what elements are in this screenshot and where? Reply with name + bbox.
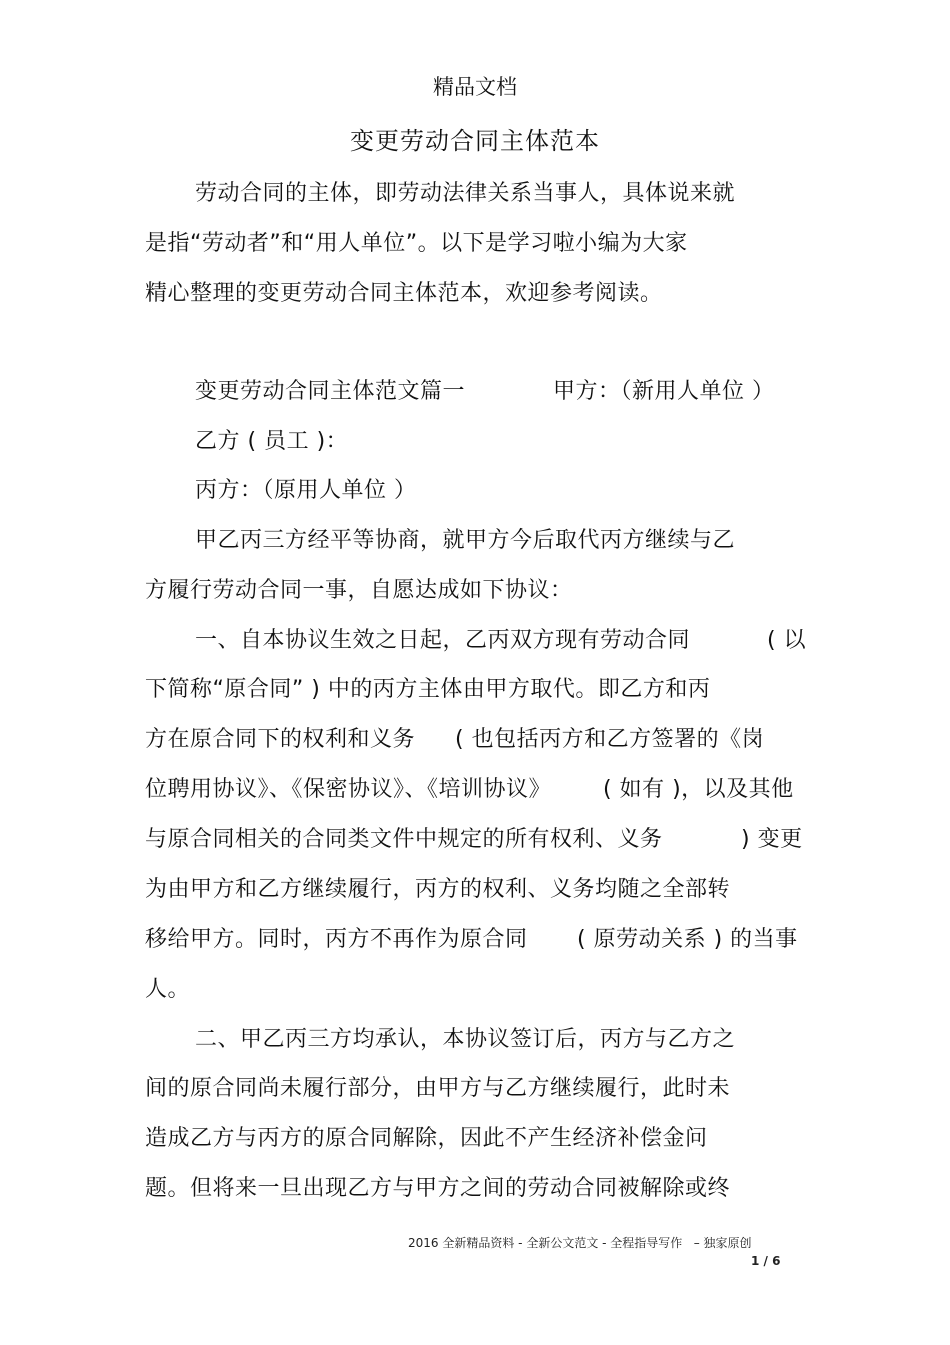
document-title: 变更劳动合同主体范本 <box>350 127 600 155</box>
clause2-line-4: 题。但将来一旦出现乙方与甲方之间的劳动合同被解除或终 <box>145 1176 731 1201</box>
clause1-line-5a: 与原合同相关的合同类文件中规定的所有权利、义务 <box>145 827 663 852</box>
intro-line-1: 劳动合同的主体，即劳动法律关系当事人，具体说来就 <box>195 181 736 206</box>
party-a: 甲方：（新用人单位 ） <box>553 379 775 404</box>
clause1-line-8: 人。 <box>145 977 191 1002</box>
page-header: 精品文档 <box>433 75 517 99</box>
clause1-line-7b: ( 原劳动关系 ) 的当事 <box>577 927 798 952</box>
clause1-line-7a: 移给甲方。同时，丙方不再作为原合同 <box>145 927 528 952</box>
clause2-line-1: 二、甲乙丙三方均承认，本协议签订后，丙方与乙方之 <box>195 1027 736 1052</box>
clause2-line-2: 间的原合同尚未履行部分，由甲方与乙方继续履行，此时未 <box>145 1076 731 1101</box>
clause1-line-4a: 位聘用协议》、《保密协议》、《培训协议》 <box>145 777 552 802</box>
intro-line-3: 精心整理的变更劳动合同主体范本，欢迎参考阅读。 <box>145 281 663 306</box>
para1-line-2: 方履行劳动合同一事，自愿达成如下协议： <box>145 578 573 603</box>
clause1-line-5b: ) 变更 <box>741 827 803 852</box>
party-b: 乙方 ( 员工 )： <box>195 429 349 454</box>
clause1-line-3b: ( 也包括丙方和乙方签署的《岗 <box>455 727 765 752</box>
clause1-line-1a: 一、自本协议生效之日起，乙丙双方现有劳动合同 <box>195 628 691 653</box>
page-footer: 2016 全新精品资料 - 全新公文范文 - 全程指导写作 – 独家原创 <box>408 1236 752 1250</box>
para1-line-1: 甲乙丙三方经平等协商，就甲方今后取代丙方继续与乙 <box>195 528 736 553</box>
page-number: 1 / 6 <box>751 1254 781 1268</box>
clause1-line-2: 下简称“原合同” ) 中的丙方主体由甲方取代。即乙方和丙 <box>145 677 711 702</box>
clause1-line-4b: ( 如有 )，以及其他 <box>603 777 794 802</box>
party-c: 丙方：（原用人单位 ） <box>195 478 417 503</box>
section-heading: 变更劳动合同主体范文篇一 <box>195 379 466 404</box>
clause1-line-1b: ( 以 <box>767 628 807 653</box>
clause1-line-3a: 方在原合同下的权利和义务 <box>145 727 416 752</box>
intro-line-2: 是指“劳动者”和“用人单位”。以下是学习啦小编为大家 <box>145 231 688 256</box>
clause1-line-6: 为由甲方和乙方继续履行，丙方的权利、义务均随之全部转 <box>145 877 731 902</box>
clause2-line-3: 造成乙方与丙方的原合同解除，因此不产生经济补偿金问 <box>145 1126 708 1151</box>
